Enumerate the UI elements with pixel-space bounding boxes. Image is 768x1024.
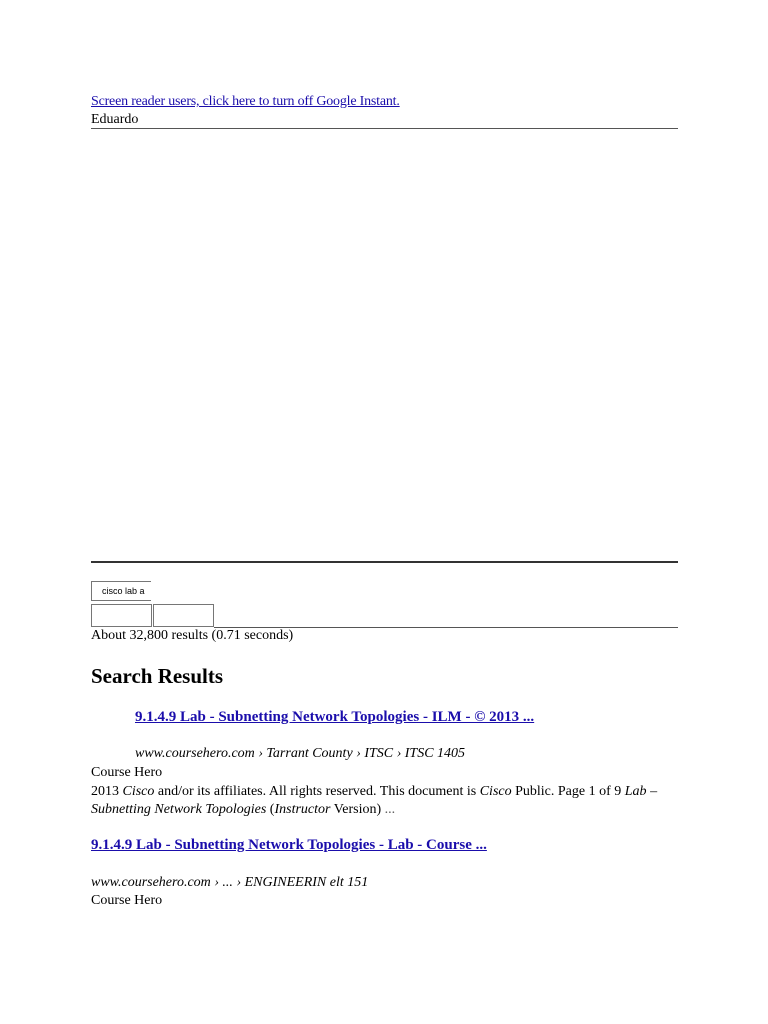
- user-name: Eduardo: [91, 112, 139, 127]
- result-stats: About 32,800 results (0.71 seconds): [91, 628, 294, 643]
- result-source: Course Hero: [91, 765, 163, 780]
- turn-off-instant-link[interactable]: Screen reader users, click here to turn off Google Instant.: [91, 94, 400, 109]
- search-input[interactable]: cisco lab a: [91, 581, 151, 601]
- result-title-link[interactable]: 9.1.4.9 Lab - Subnetting Network Topologies - ILM - © 2013 ...: [135, 709, 535, 725]
- result-snippet: 2013 Cisco and/or its affiliates. All rights reserved. This document is Cisco Public. Page 1 of 9 Lab – Subnetting Network Topologies (Instructor Version) ...: [91, 784, 658, 817]
- result-title-link[interactable]: 9.1.4.9 Lab - Subnetting Network Topologies - Lab - Course ...: [91, 837, 487, 853]
- result-url: www.coursehero.com › ... › ENGINEERIN elt 151: [91, 875, 369, 890]
- search-divider: [91, 561, 678, 563]
- secondary-button[interactable]: [153, 604, 214, 627]
- result-source: Course Hero: [91, 893, 163, 908]
- search-results-heading: Search Results: [91, 664, 224, 688]
- header-divider: [91, 128, 678, 129]
- search-button[interactable]: [91, 604, 152, 627]
- result-url: www.coursehero.com › Tarrant County › ITSC › ITSC 1405: [135, 746, 466, 761]
